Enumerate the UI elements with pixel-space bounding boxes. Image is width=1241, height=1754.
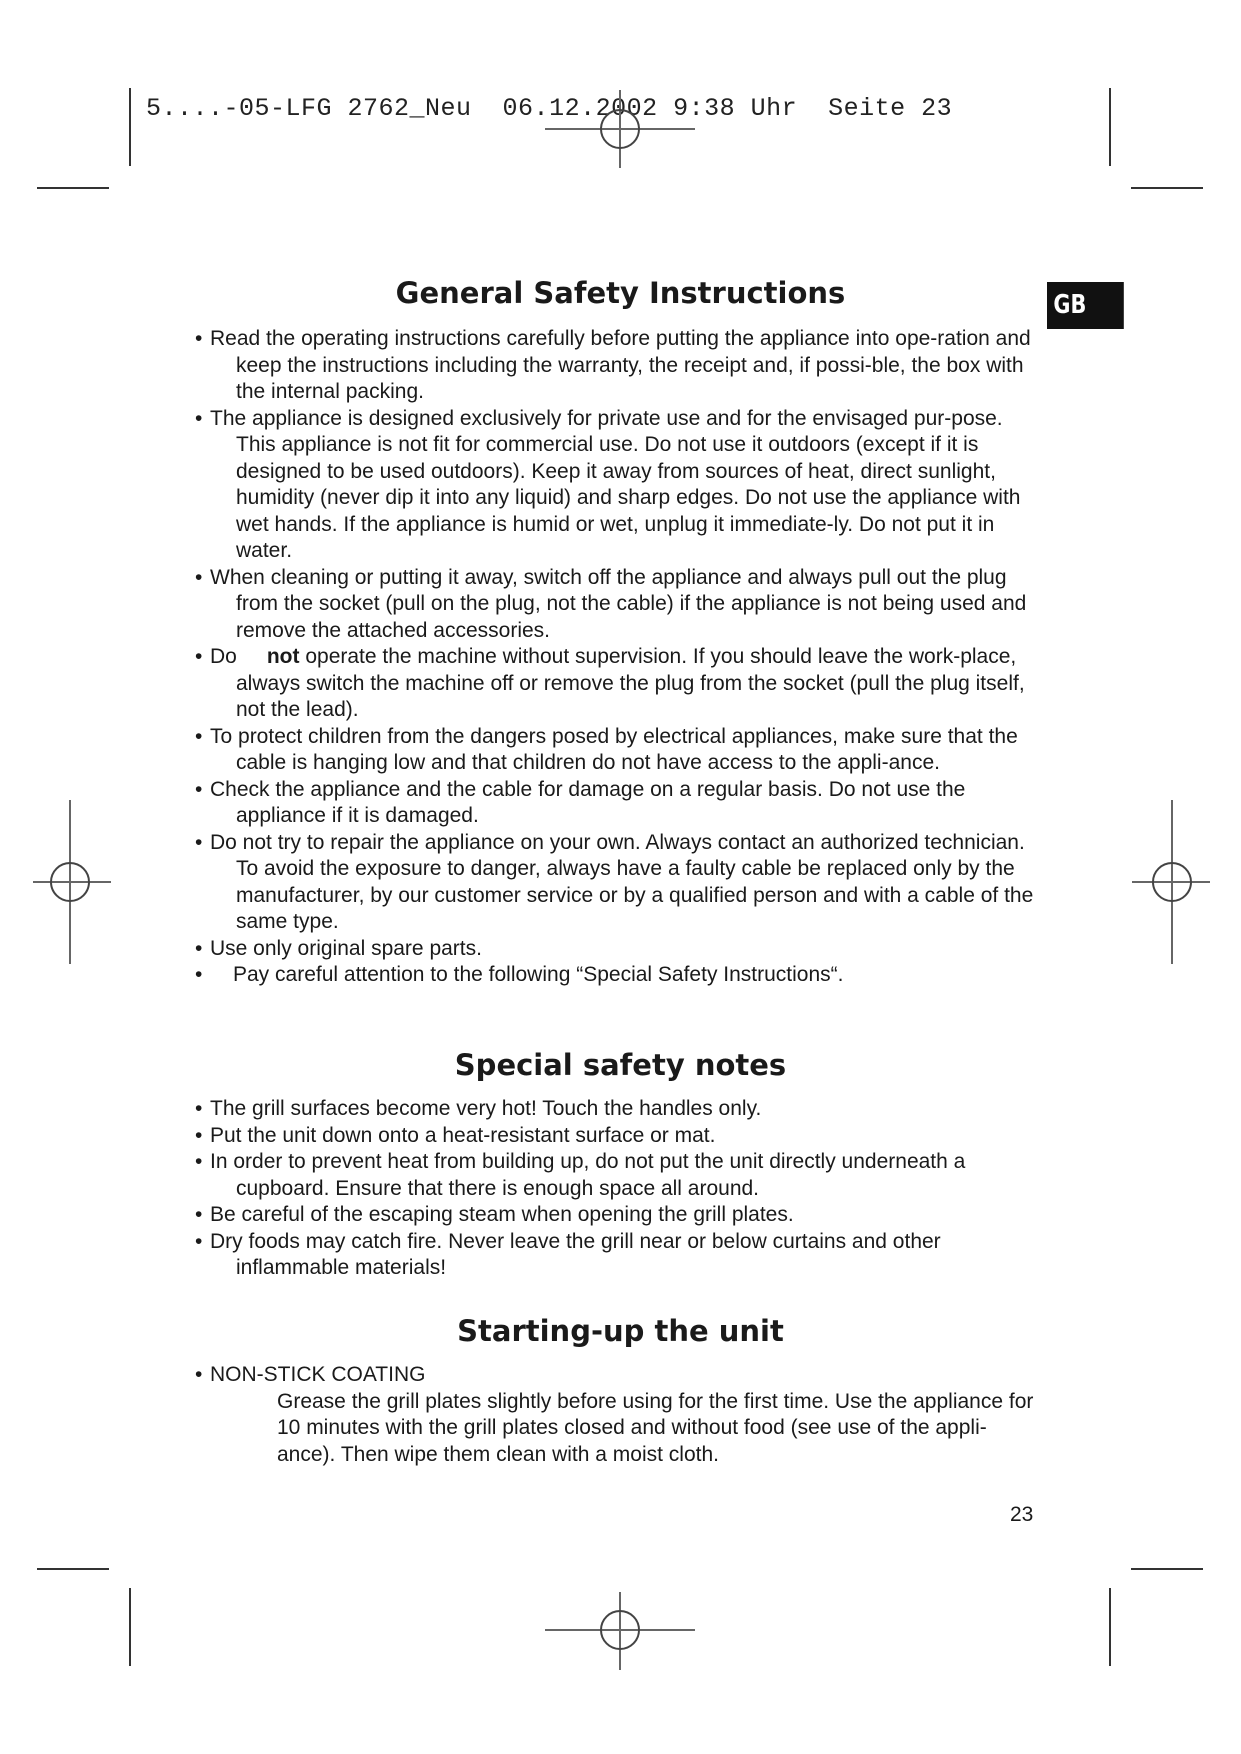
item-text: Use only original spare parts. bbox=[210, 936, 482, 960]
bullet-icon: • bbox=[195, 1097, 203, 1120]
crop-mark-top-left-horizontal bbox=[37, 187, 109, 189]
list-item bbox=[195, 962, 1043, 989]
item-text: Dry foods may catch fire. Never leave the grill near or below curtains and other inflammable materials! bbox=[210, 1229, 941, 1279]
list-item bbox=[195, 326, 1043, 406]
list-item bbox=[195, 1229, 1043, 1282]
list-item bbox=[195, 777, 1043, 830]
special-safety-title: Special safety notes bbox=[454, 1048, 787, 1082]
list-item bbox=[195, 1202, 1043, 1229]
item-text: The appliance is designed exclusively for private use and for the envisaged pur-pose. This appliance is not fit for commercial use. Do not use it outdoors (except if it is designed to be used outdoors). Keep it away from sources of heat, direct sunlight, humidity (never dip it into any liquid) and sharp edges. Do not use the appliance with wet hands. If the appliance is humid or wet, unplug it immediate-ly. Do not put it in water. bbox=[210, 406, 1021, 562]
crop-mark-bottom-left-vertical bbox=[129, 1588, 131, 1666]
item-text: Be careful of the escaping steam when opening the grill plates. bbox=[210, 1203, 794, 1226]
general-safety-title: General Safety Instructions bbox=[395, 276, 846, 310]
list-item bbox=[195, 724, 1043, 777]
starting-up-title: Starting-up the unit bbox=[457, 1314, 784, 1348]
item-text: When cleaning or putting it away, switch off the appliance and always pull out the plug from the socket (pull on the plug, not the cable) if the appliance is not being used and remove the attached accessories. bbox=[210, 565, 1027, 642]
language-tab-gb: GB bbox=[1047, 282, 1124, 329]
bullet-icon: • bbox=[195, 777, 203, 801]
bullet-icon: • bbox=[195, 327, 203, 350]
crop-mark-top-right-horizontal bbox=[1131, 187, 1203, 189]
bullet-icon: • bbox=[195, 645, 203, 668]
crop-mark-top-right-vertical bbox=[1109, 88, 1111, 166]
list-item bbox=[195, 830, 1043, 936]
list-item bbox=[195, 1149, 1043, 1202]
bullet-icon: • bbox=[195, 1150, 203, 1173]
registration-mark-right-icon bbox=[1132, 800, 1212, 964]
list-item bbox=[195, 1123, 1043, 1150]
registration-mark-top-icon bbox=[535, 90, 705, 170]
list-item bbox=[195, 1096, 1043, 1123]
bullet-icon: • bbox=[195, 936, 203, 960]
list-item bbox=[195, 1362, 1043, 1468]
item-text: Read the operating instructions carefully before putting the appliance into ope-ration and keep the instructions including the warranty, the receipt and, if possi-ble, the box with the internal packing. bbox=[210, 327, 1031, 403]
item-text: Pay careful attention to the following “Special Safety Instructions“. bbox=[233, 963, 844, 986]
bullet-icon: • bbox=[195, 830, 203, 854]
item-text: In order to prevent heat from building up, do not put the unit directly underneath a cupboard. Ensure that there is enough space all around. bbox=[210, 1150, 966, 1200]
crop-mark-bottom-right-vertical bbox=[1109, 1588, 1111, 1666]
special-safety-list bbox=[195, 1096, 1043, 1282]
item-text: Do not try to repair the appliance on your own. Always contact an authorized technician. To avoid the exposure to danger, always have a faulty cable be replaced only by the manufacturer, by our customer service or by a qualified person and with a cable of the same type. bbox=[210, 830, 1034, 933]
item-text: Put the unit down onto a heat-resistant surface or mat. bbox=[210, 1123, 716, 1147]
page-number: 23 bbox=[1010, 1503, 1034, 1526]
crop-mark-bottom-right-horizontal bbox=[1131, 1568, 1203, 1570]
registration-mark-bottom-icon bbox=[535, 1592, 705, 1672]
crop-mark-top-left-vertical bbox=[129, 88, 131, 166]
bullet-icon: • bbox=[195, 1123, 203, 1147]
print-slug: 5....-05-LFG 2762_Neu 06.12.2002 9:38 Uhr Seite 23 bbox=[146, 94, 953, 123]
registration-mark-left-icon bbox=[33, 800, 113, 964]
bullet-icon: • bbox=[195, 724, 203, 748]
item-text-emphasis: not bbox=[266, 645, 300, 668]
item-text: To protect children from the dangers posed by electrical appliances, make sure that the cable is hanging low and that children do not have access to the appli-ance. bbox=[210, 724, 1018, 774]
item-text-lead: Do bbox=[210, 645, 237, 668]
list-item bbox=[195, 644, 1043, 724]
item-text: Check the appliance and the cable for damage on a regular basis. Do not use the appliance if it is damaged. bbox=[210, 777, 966, 827]
item-text: The grill surfaces become very hot! Touch the handles only. bbox=[210, 1097, 762, 1120]
list-item bbox=[195, 406, 1043, 565]
item-text-rest: operate the machine without supervision. If you should leave the work-place, always switch the machine off or remove the plug from the socket (pull the plug itself, not the lead). bbox=[236, 645, 1025, 721]
bullet-icon: • bbox=[195, 406, 203, 430]
list-item bbox=[195, 565, 1043, 645]
general-safety-list bbox=[195, 326, 1043, 989]
item-text: Grease the grill plates slightly before using for the first time. Use the appliance for 10 minutes with the grill plates closed and without food (see use of the appli-ance). Then wipe them clean with a moist cloth. bbox=[277, 1389, 1034, 1466]
starting-up-list bbox=[195, 1362, 1043, 1468]
item-heading: NON-STICK COATING bbox=[210, 1363, 426, 1386]
list-item bbox=[195, 936, 1043, 963]
bullet-icon: • bbox=[195, 1363, 203, 1386]
bullet-icon: • bbox=[195, 1203, 203, 1226]
bullet-icon: • bbox=[195, 1229, 203, 1253]
crop-mark-bottom-left-horizontal bbox=[37, 1568, 109, 1570]
bullet-icon: • bbox=[195, 963, 203, 986]
bullet-icon: • bbox=[195, 565, 203, 589]
